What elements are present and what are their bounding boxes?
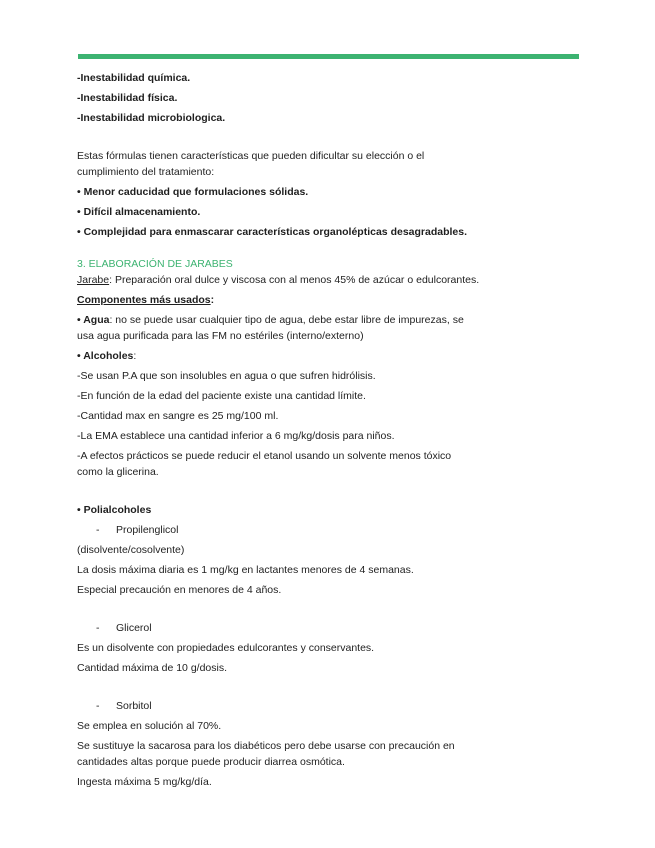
agua-term: • Agua <box>77 314 110 326</box>
propilenglicol-line: La dosis máxima diaria es 1 mg/kg en lactantes menores de 4 semanas. <box>77 564 414 576</box>
dash-bullet: - <box>96 700 100 712</box>
alcoholes-term: • Alcoholes <box>77 350 134 362</box>
alcoholes-item: -Cantidad max en sangre es 25 mg/100 ml. <box>77 410 279 422</box>
sorbitol-text: Se sustituye la sacarosa para los diabéticos pero debe usarse con precaución en <box>77 740 455 752</box>
glicerol-line: Es un disolvente con propiedades edulcorantes y conservantes. <box>77 642 375 654</box>
jarabe-definition <box>77 272 517 288</box>
intro-text <box>77 148 517 180</box>
components-label <box>77 292 517 308</box>
alcoholes-item: -Se usan P.A que son insolubles en agua o que sufren hidrólisis. <box>77 370 376 382</box>
dash-bullet: - <box>96 524 100 536</box>
intro-line: cumplimiento del tratamiento: <box>77 166 215 178</box>
polialcoholes-title: • Polialcoholes <box>77 504 152 516</box>
drawback-item: • Complejidad para enmascarar características organolépticas desagradables. <box>77 226 468 238</box>
alcoholes-item: -La EMA establece una cantidad inferior a 6 mg/kg/dosis para niños. <box>77 430 395 442</box>
glicerol-heading <box>77 620 517 636</box>
sorbitol-heading <box>77 698 517 714</box>
document-page <box>77 70 517 790</box>
sorbitol-line: Se emplea en solución al 70%. <box>77 720 222 732</box>
components-label-text: Componentes más usados <box>77 294 211 306</box>
agua-line: usa agua purificada para las FM no estériles (interno/externo) <box>77 330 364 342</box>
alcoholes-title <box>77 348 517 364</box>
agua-item <box>77 312 517 344</box>
header-rule <box>78 54 579 59</box>
glicerol-name: Glicerol <box>116 622 152 634</box>
jarabe-term: Jarabe <box>77 274 110 286</box>
sorbitol-line: Ingesta máxima 5 mg/kg/día. <box>77 776 212 788</box>
alcoholes-colon: : <box>133 350 137 362</box>
jarabe-text: : Preparación oral dulce y viscosa con al menos 45% de azúcar o edulcorantes. <box>109 274 480 286</box>
propilenglicol-line: (disolvente/cosolvente) <box>77 544 185 556</box>
instability-item: -Inestabilidad física. <box>77 92 178 104</box>
section-heading: 3. ELABORACIÓN DE JARABES <box>77 258 233 270</box>
glicerol-line: Cantidad máxima de 10 g/dosis. <box>77 662 227 674</box>
drawback-item: • Menor caducidad que formulaciones sólidas. <box>77 186 309 198</box>
alcoholes-item <box>77 448 517 480</box>
intro-line: Estas fórmulas tienen características que pueden dificultar su elección o el <box>77 150 425 162</box>
components-colon: : <box>210 294 215 306</box>
drawback-item: • Difícil almacenamiento. <box>77 206 201 218</box>
agua-line: : no se puede usar cualquier tipo de agua, debe estar libre de impurezas, se <box>109 314 464 326</box>
alcoholes-line: como la glicerina. <box>77 466 159 478</box>
alcoholes-line: -A efectos prácticos se puede reducir el etanol usando un solvente menos tóxico <box>77 450 452 462</box>
sorbitol-name: Sorbitol <box>116 700 152 712</box>
propilenglicol-name: Propilenglicol <box>116 524 179 536</box>
instability-item: -Inestabilidad química. <box>77 72 191 84</box>
propilenglicol-line: Especial precaución en menores de 4 años. <box>77 584 282 596</box>
sorbitol-text: cantidades altas porque puede producir diarrea osmótica. <box>77 756 345 768</box>
sorbitol-line <box>77 738 517 770</box>
propilenglicol-heading <box>77 522 517 538</box>
alcoholes-item: -En función de la edad del paciente existe una cantidad límite. <box>77 390 366 402</box>
instability-item: -Inestabilidad microbiologica. <box>77 112 226 124</box>
dash-bullet: - <box>96 622 100 634</box>
